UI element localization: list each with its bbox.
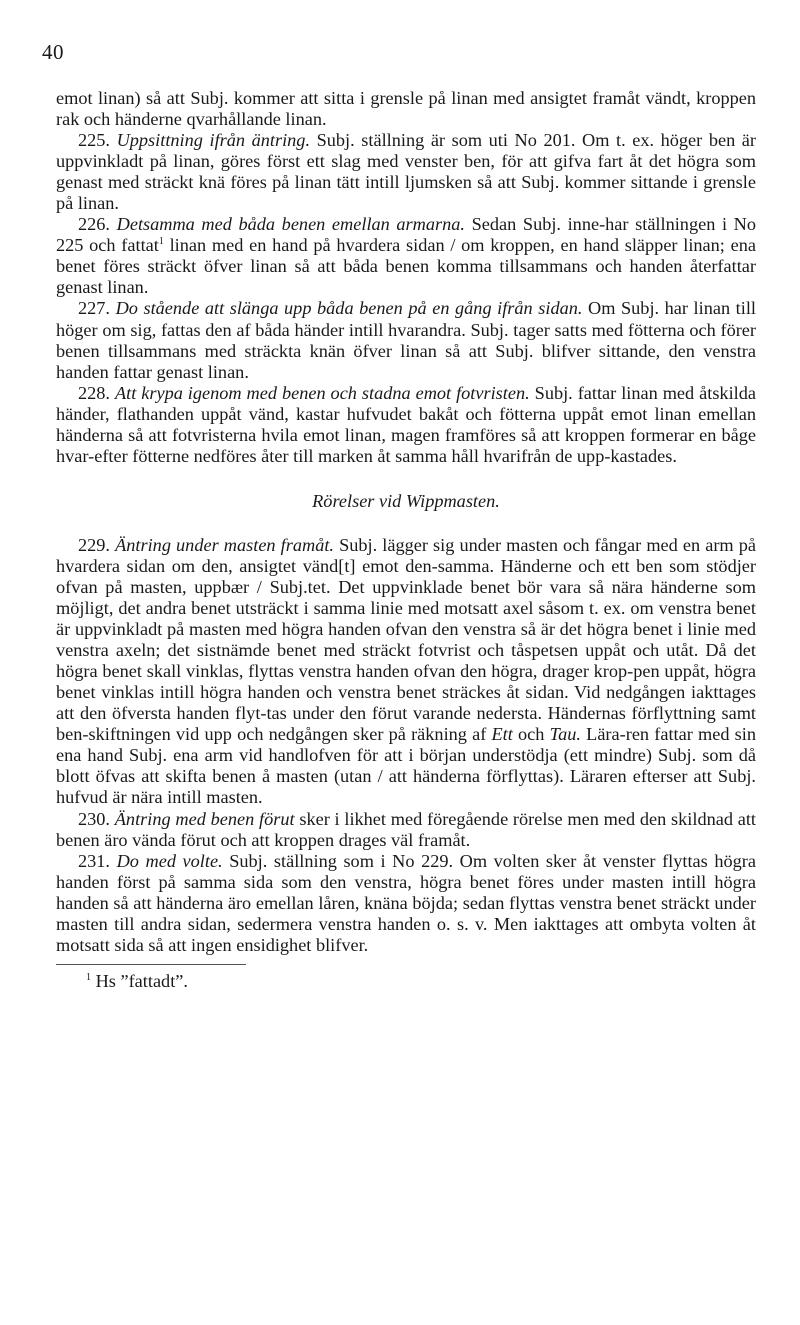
paragraph-title: Detsamma med båda benen emellan armarna. xyxy=(116,214,465,235)
body-text xyxy=(56,88,756,992)
footnote-text: Hs ”fattadt”. xyxy=(95,970,188,991)
paragraph-text: sker i likhet med föregående rörelse men med den skildnad att benen äro vända förut och att kroppen drages väl framåt. xyxy=(56,808,757,850)
paragraph-text: Subj. ställning som i No 229. Om volten sker åt venster flyttas högra handen först på samma sida som den venstra, högra benet föres under masten intill högra handen så att händerna äro emellan låren, knäna böjda; sedan flyttas venstra benet sträckt under masten till andra sidan, sedermera venstra handen o. s. v. Men iakttages att ombyta volten åt motsatt sida så att ingen ensidighet blifver. xyxy=(56,850,756,955)
paragraph-226 xyxy=(56,214,756,298)
paragraph-number: 229. xyxy=(78,534,110,555)
paragraph-225 xyxy=(56,130,756,214)
paragraph-number: 225. xyxy=(78,130,110,151)
paragraph-title: Att krypa igenom med benen och stadna emot fotvristen. xyxy=(114,382,530,403)
paragraph-number: 230. xyxy=(78,808,110,829)
paragraph-text: linan med en hand på hvardera sidan / om kroppen, en hand släpper linan; ena benet föres sträckt öfver linan så att båda benen komma tillsammans och handen återfattar genast linan. xyxy=(56,235,756,298)
paragraph-229 xyxy=(56,535,756,809)
paragraph-number: 228. xyxy=(78,382,110,403)
paragraph-228 xyxy=(56,383,756,467)
italic-term: Ett xyxy=(491,724,513,745)
paragraph-number: 226. xyxy=(78,214,110,235)
paragraph-230 xyxy=(56,809,756,851)
paragraph-text: Subj. fattar linan med åtskilda händer, flathanden uppåt vänd, kastar hufvudet bakåt och fötterna uppåt emot linan emellan händerna så att fotvristerna hvila emot linan, magen framföres så att kroppen formerar en båge hvar-efter fötterne nedföres åter till marken åt samma håll hvarifrån de upp-kastades. xyxy=(56,382,756,466)
footnote-marker: 1 xyxy=(86,971,91,983)
footnote-marker: 1 xyxy=(158,236,164,248)
paragraph-text: Lära-ren fattar med sin ena hand Subj. ena arm vid handlofven för att i början understödja (ett mindre) Subj. som då blott öfvas att skifta benen å masten (utan / att händerna förflyttas). Läraren efterser att Subj. hufvud är nära intill masten. xyxy=(56,724,756,808)
paragraph-text: och xyxy=(518,724,545,745)
paragraph-title: Do stående att slänga upp båda benen på en gång ifrån sidan. xyxy=(115,298,583,319)
paragraph-text: Om Subj. har linan till höger om sig, fattas den af båda händer intill hvarandra. Subj. tager satts med fötterna och förer benen tillsammans med sträckta knän öfver linan så att Subj. blifver sittande, den venstra handen fattar genast linan. xyxy=(56,298,756,382)
paragraph-number: 231. xyxy=(78,850,110,871)
paragraph-227 xyxy=(56,298,756,382)
italic-term: Tau. xyxy=(549,724,581,745)
paragraph-title: Äntring under masten framåt. xyxy=(115,534,334,555)
paragraph-number: 227. xyxy=(78,298,110,319)
paragraph-text: Subj. ställning är som uti No 201. Om t. ex. höger ben är uppvinkladt på linan, göres först ett slag med venster ben, för att gifva fart åt det högra som genast med sträckt knä föres på linan tätt intill ljumsken så att Subj. kommer sittande i grensle på linan. xyxy=(56,130,756,214)
section-heading: Rörelser vid Wippmasten. xyxy=(312,490,500,511)
paragraph-title: Uppsittning ifrån äntring. xyxy=(116,130,311,151)
paragraph-title: Do med volte. xyxy=(116,850,223,871)
paragraph-231 xyxy=(56,851,756,956)
paragraph-title: Äntring med benen förut xyxy=(114,808,295,829)
paragraph-intro: emot linan) så att Subj. kommer att sitta i grensle på linan med ansigtet framåt vändt, kroppen rak och händerne qvarhållande linan. xyxy=(56,88,756,130)
paragraph-text: Sedan Subj. inne-har ställningen i No 225 och fattat xyxy=(56,214,756,256)
paragraph-text: Subj. lägger sig under masten och fångar med en arm på hvardera sidan om den, ansigtet vänd[t] emot den-samma. Händerne och ett ben som stödjer ofvan på masten, uppbær / Subj.tet. Det uppvinklade benet bör vara så nära händerne som möjligt, det andra benet utsträckt i samma linie med motsatt axel såsom t. ex. om venstra benet är uppvinkladt på masten med högra handen ofvan den venstra så är det högra benet i linie med venstra axeln; det sistnämde benet med sträckt fotvrist och tåspetsen uppåt och utåt. Då det högra benet skall vinklas, flyttas venstra handen ofvan den högra, drager krop-pen uppåt, högra benet vinklas intill högra handen och venstra benet sträckes åt sidan. Vid nedgången iakttages att den öfversta handen flyt-tas under den förut varande nedersta. Händernas förflyttning samt ben-skiftningen vid upp och nedgången sker på räkning af xyxy=(56,534,756,745)
footnote xyxy=(56,971,756,992)
page-number: 40 xyxy=(42,40,64,64)
footnote-divider xyxy=(56,964,246,965)
